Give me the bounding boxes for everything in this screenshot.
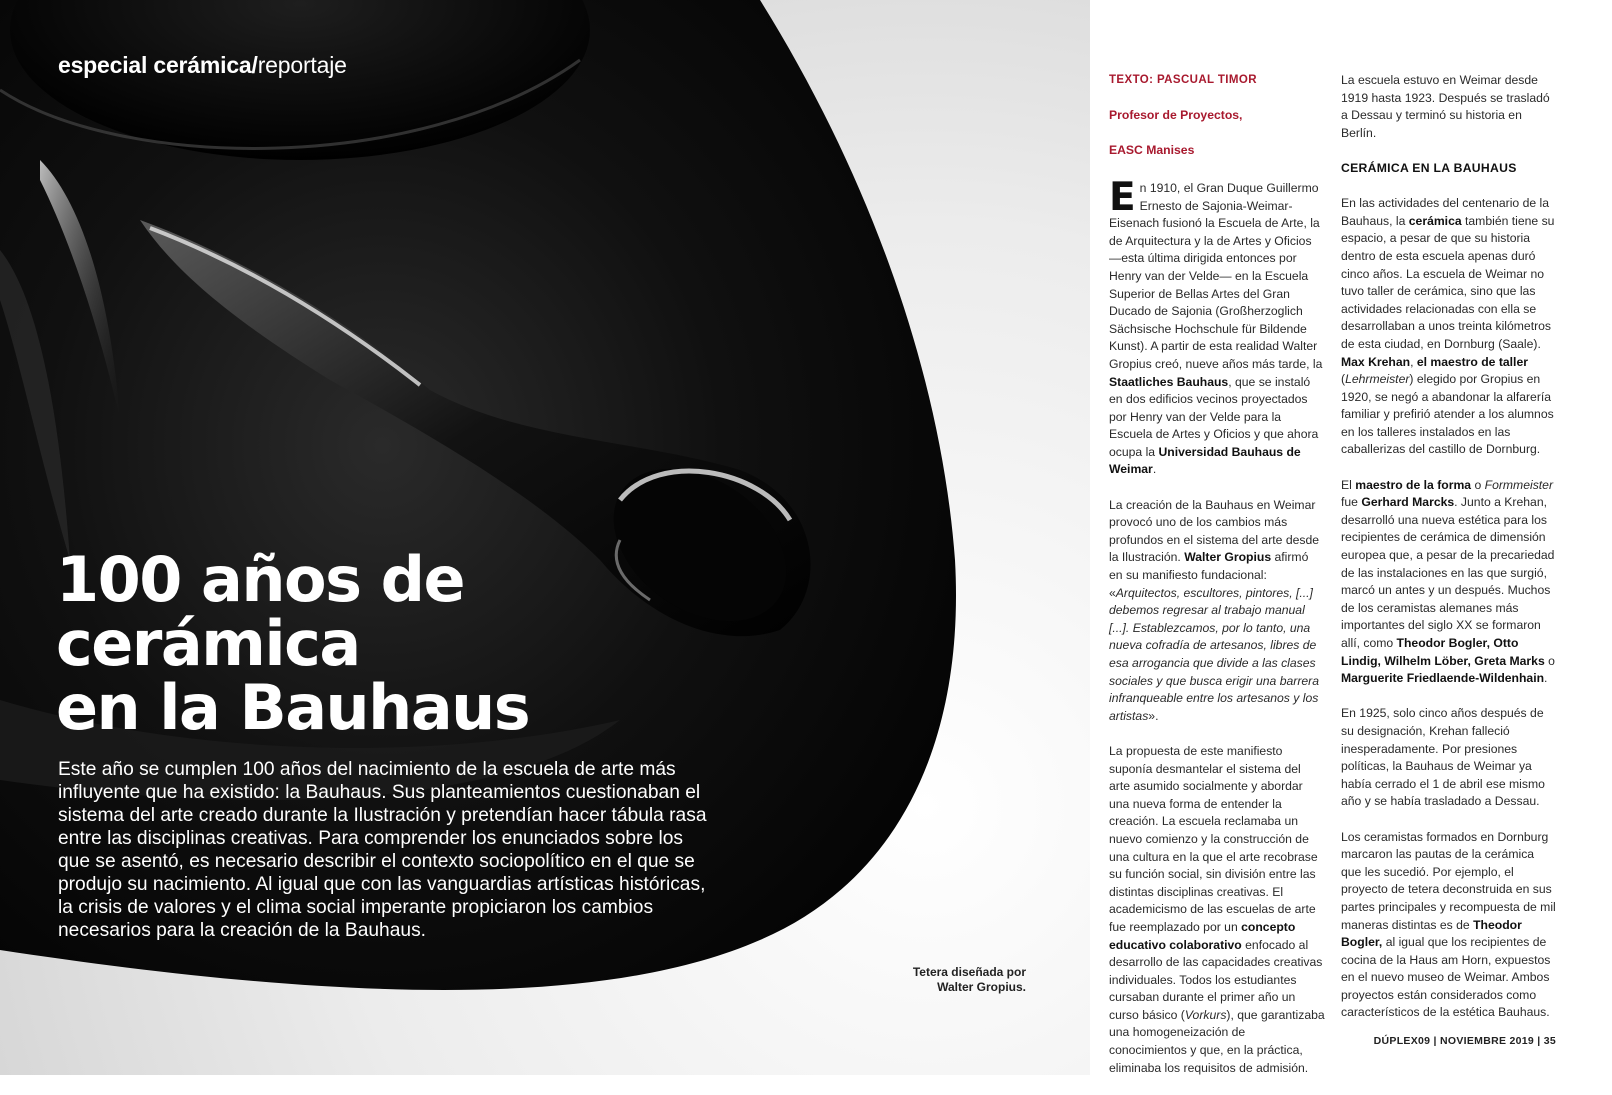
p5-text-f: ) elegido por Gropius en 1920, se negó a abandonar la alfarería familiar y prefirió atender a los alumnos en los talleres instalados en las caballerizas del castillo de Dornburg. <box>1341 372 1554 457</box>
p5-bold-3: el maestro de taller <box>1416 354 1528 369</box>
p6-bold-2: Gerhard Marcks <box>1361 495 1455 510</box>
p2-bold-1: Walter Gropius <box>1184 550 1272 565</box>
photo-caption: Tetera diseñada por Walter Gropius. <box>912 965 1026 994</box>
p6-bold-3: Theodor Bogler, Otto Lindig, Wilhelm Löber, Greta Marks <box>1341 636 1545 668</box>
text-column-1 <box>1109 72 1325 1095</box>
p8-text-c: al igual que los recipientes de cocina de la Haus am Horn, expuestos en el nuevo museo de Weimar. Ambos proyectos están considerados como característicos de la estética Bauhaus. <box>1341 935 1551 1020</box>
p5-text-e: ( <box>1341 372 1346 387</box>
p6-text-d: fue <box>1341 495 1362 510</box>
p6-bold-1: maestro de la forma <box>1355 477 1472 492</box>
p8-bold-1: Theodor Bogler, <box>1341 917 1522 950</box>
p6-text-c: o <box>1471 477 1485 492</box>
paragraph-4: La escuela estuvo en Weimar desde 1919 hasta 1923. Después se trasladó a Dessau y terminó su historia en Berlín. <box>1341 73 1550 140</box>
title-line-2: cerámica <box>56 607 360 680</box>
paragraph-3 <box>1109 743 1325 1077</box>
paragraph-8 <box>1341 829 1557 1023</box>
drop-cap: E <box>1109 174 1136 220</box>
lead-paragraph: Este año se cumplen 100 años del nacimiento de la escuela de arte más influyente que ha existido: la Bauhaus. Sus planteamientos cuestionaban el sistema del arte creado durante la Ilustración y pretendían hacer tábula rasa entre las disciplinas creativas. Para comprender los enunciados sobre los que se asentó, es necesario describir el contexto sociopolítico en el que se produjo su nacimiento. Al igual que con las vanguardias artísticas históricas, la crisis de valores y el clima social imperante propiciaron los cambios necesarios para la creación de la Bauhaus. <box>58 759 707 941</box>
paragraph-7: En 1925, solo cinco años después de su designación, Krehan falleció inesperadamente. Por presiones políticas, la Bauhaus de Weimar ya había cerrado el 1 de abril ese mismo año y se había trasladado a Dessau. <box>1341 706 1545 809</box>
p3-text-c: enfocado al desarrollo de las capacidades creativas individuales. Todos los estudiantes cursaban durante el primer año un curso básico ( <box>1109 937 1323 1022</box>
p6-text-e: . Junto a Krehan, desarrolló una nueva estética para los recipientes de cerámica de dimensión europea que, a pesar de la precariedad de las instalaciones en las que surgió, marcó un antes y un después. Muchos de los ceramistas alemanes más importantes del siglo XX se formaron allí, como <box>1341 495 1555 650</box>
p6-text-a: El <box>1341 477 1356 492</box>
section-label-bold: especial cerámica/ <box>58 52 258 78</box>
p2-text-a: La creación de la Bauhaus en Weimar provocó uno de los cambios más profundos en el sistema del arte desde la Ilustración. <box>1109 497 1320 565</box>
p6-italic-1: Formmeister <box>1484 477 1554 492</box>
author-credit <box>1109 72 1325 160</box>
p5-bold-2: Max Krehan <box>1341 354 1411 369</box>
p6-text-f: o <box>1544 653 1555 668</box>
p1-text-d: . <box>1152 462 1157 477</box>
p6-bold-4: Marguerite Friedlaende-Wildenhain <box>1341 671 1545 686</box>
author-name: TEXTO: PASCUAL TIMOR <box>1109 74 1257 86</box>
p2-italic-quote: Arquitectos, escultores, pintores, [...] debemos regresar al trabajo manual [...]. Establezcamos, por lo tanto, una nueva cofradía de artesanos, libres de esa arrogancia que divide a las clases sociales y que busca erigir una barrera infranqueable entre los artesanos y los artistas <box>1109 585 1320 723</box>
author-role: Profesor de Proyectos, <box>1109 108 1243 123</box>
title-line-1: 100 años de <box>56 543 464 616</box>
page-footer: DÚPLEX09 | NOVIEMBRE 2019 | 35 <box>1373 1035 1556 1047</box>
paragraph-1 <box>1109 174 1325 479</box>
p6-text-g: . <box>1544 671 1548 686</box>
section-label <box>58 52 347 79</box>
p5-bold-1: cerámica <box>1408 213 1462 228</box>
p5-text-a: En las actividades del centenario de la Bauhaus, la <box>1341 196 1549 228</box>
p3-text-a: La propuesta de este manifiesto suponía desmantelar el sistema del arte asumido socialmente y abordar una nueva forma de entender la creación. La escuela reclamaba un nuevo comienzo y la construcción de una cultura en la que el arte recobrase su función social, sin división entre las distintas disciplinas creativas. El academicismo de las escuelas de arte fue reemplazado por un <box>1109 743 1318 934</box>
p1-text-a: n 1910, el Gran Duque Guillermo Ernesto de Sajonia-Weimar-Eisenach fusionó la Escuela de Arte, la de Arquitectura y la de Artes y Oficios —esta última dirigida entonces por Henry van der Velde— en la Escuela Superior de Bellas Artes del Gran Ducado de Sajonia (Großherzoglich Sächsische Hochschule für Bildende Kunst). A partir de esta realidad Walter Gropius creó, nueve años más tarde, la <box>1109 180 1323 371</box>
paragraph-6 <box>1341 477 1557 688</box>
text-column-2 <box>1341 72 1557 1040</box>
p2-text-c: afirmó en su manifiesto fundacional: « <box>1109 550 1309 600</box>
p2-text-d: ». <box>1148 708 1159 723</box>
paragraph-5 <box>1341 195 1557 459</box>
p5-text-d: , <box>1410 354 1417 369</box>
p3-bold-1: concepto educativo colaborativo <box>1109 919 1296 952</box>
p1-bold-1: Staatliches Bauhaus <box>1109 374 1229 389</box>
title-line-3: en la Bauhaus <box>56 671 530 744</box>
article-title <box>56 543 756 744</box>
section-label-light: reportaje <box>257 52 347 78</box>
p1-bold-2: Universidad Bauhaus de Weimar <box>1109 444 1301 477</box>
section-subhead: CERÁMICA EN LA BAUHAUS <box>1341 160 1517 175</box>
p1-text-c: , que se instaló en dos edificios vecinos proyectados por Henry van der Velde para la Escuela de Artes y Oficios y que ahora ocupa la <box>1109 374 1319 459</box>
paragraph-2 <box>1109 497 1325 726</box>
p3-italic-1: Vorkurs <box>1184 1007 1227 1022</box>
p5-italic-1: Lehrmeister <box>1345 372 1410 387</box>
p5-text-c: también tiene su espacio, a pesar de que su historia dentro de esta escuela apenas duró cinco años. La escuela de Weimar no tuvo taller de cerámica, sino que las actividades relacionadas con ella se desarrollaban a unos treinta kilómetros de esta ciudad, en Dornburg (Saale). <box>1341 213 1555 351</box>
p3-text-d: ), que garantizaba una homogeneización de conocimientos y que, en la práctica, eliminaba los requisitos de admisión. <box>1109 1007 1325 1075</box>
p8-text-a: Los ceramistas formados en Dornburg marcaron las pautas de la cerámica que les sucedió. Por ejemplo, el proyecto de tetera deconstruida en sus partes principales y recompuesta de mil maneras distintas es de <box>1341 829 1556 932</box>
author-institution: EASC Manises <box>1109 143 1195 158</box>
